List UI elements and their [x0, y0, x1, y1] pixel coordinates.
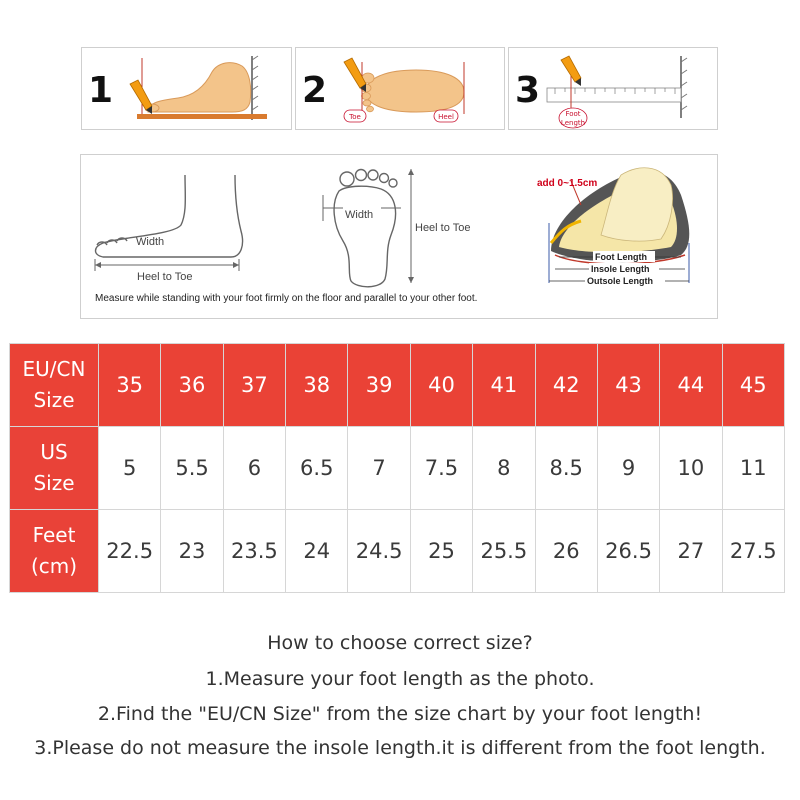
table-cell: 5 [99, 427, 161, 510]
table-cell: 35 [99, 344, 161, 427]
table-cell: 9 [597, 427, 659, 510]
size-chart-table [9, 343, 785, 593]
table-cell: 44 [660, 344, 722, 427]
step-1-panel [81, 47, 292, 130]
toe-label: Toe [349, 113, 361, 121]
table-cell: 42 [535, 344, 597, 427]
instruction-line-2: 2.Find the "EU/CN Size" from the size chart by your foot length! [97, 703, 703, 725]
row-header-line: EU/CN [22, 357, 86, 381]
table-cell: 45 [722, 344, 784, 427]
table-cell: 25.5 [473, 510, 535, 593]
step-number: 2 [302, 70, 328, 111]
table-cell: 8 [473, 427, 535, 510]
row-header [10, 344, 99, 427]
table-cell: 26.5 [597, 510, 659, 593]
table-row [10, 427, 785, 510]
row-header-line: US [40, 440, 68, 464]
table-cell: 23 [161, 510, 223, 593]
table-cell: 24 [286, 510, 348, 593]
table-cell: 36 [161, 344, 223, 427]
table-cell: 6.5 [286, 427, 348, 510]
sole-width-label: Width [345, 209, 374, 221]
table-cell: 37 [223, 344, 285, 427]
foot-length-label-2: Length [560, 119, 586, 127]
foot-side-illustration [82, 48, 292, 130]
sole-heel-to-toe-label: Heel to Toe [415, 222, 471, 234]
instructions-title: How to choose correct size? [267, 632, 533, 654]
step-3-panel [508, 47, 718, 130]
foot-length-label: Foot Length [595, 252, 647, 262]
outsole-length-label: Outsole Length [587, 276, 653, 286]
table-row [10, 510, 785, 593]
table-cell: 27 [660, 510, 722, 593]
step-number: 1 [88, 70, 114, 111]
step-number: 3 [515, 70, 541, 111]
table-cell: 8.5 [535, 427, 597, 510]
table-cell: 41 [473, 344, 535, 427]
foot-top-illustration [296, 48, 505, 130]
step-2-panel [295, 47, 505, 130]
heel-label: Heel [438, 113, 454, 121]
table-row [10, 344, 785, 427]
table-cell: 6 [223, 427, 285, 510]
row-header-line: (cm) [30, 554, 78, 578]
foot-length-label-1: Foot [565, 110, 581, 118]
table-cell: 5.5 [161, 427, 223, 510]
foot-side-outline-icon [96, 175, 243, 257]
insole-length-label: Insole Length [591, 264, 650, 274]
table-cell: 39 [348, 344, 410, 427]
foot-sole-outline-icon [334, 170, 397, 287]
row-header-line: Size [33, 471, 75, 495]
side-heel-to-toe-label: Heel to Toe [137, 271, 193, 283]
row-header [10, 427, 99, 510]
row-header-line: Feet [32, 523, 76, 547]
table-cell: 7 [348, 427, 410, 510]
table-cell: 10 [660, 427, 722, 510]
table-cell: 43 [597, 344, 659, 427]
row-header-line: Size [33, 388, 75, 412]
instruction-line-1: 1.Measure your foot length as the photo. [205, 668, 595, 690]
table-cell: 26 [535, 510, 597, 593]
measure-note: Measure while standing with your foot firmly on the floor and parallel to your other foot. [95, 293, 478, 304]
add-margin-label: add 0~1.5cm [537, 178, 598, 189]
table-cell: 40 [410, 344, 472, 427]
table-cell: 24.5 [348, 510, 410, 593]
side-width-label: Width [136, 236, 165, 248]
table-cell: 11 [722, 427, 784, 510]
pencil-icon [130, 80, 152, 114]
table-cell: 38 [286, 344, 348, 427]
table-cell: 25 [410, 510, 472, 593]
table-cell: 27.5 [722, 510, 784, 593]
table-cell: 22.5 [99, 510, 161, 593]
row-header [10, 510, 99, 593]
table-cell: 7.5 [410, 427, 472, 510]
instruction-line-3: 3.Please do not measure the insole length.it is different from the foot length. [34, 737, 766, 759]
measurement-guide-panel [80, 154, 718, 319]
ruler-illustration [509, 48, 718, 130]
table-cell: 23.5 [223, 510, 285, 593]
